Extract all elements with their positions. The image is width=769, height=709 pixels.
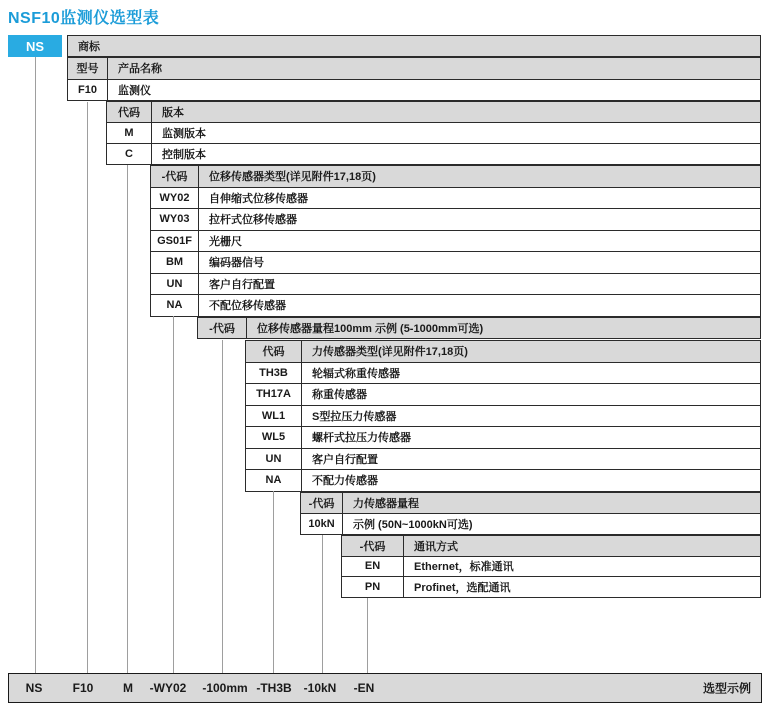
code-cell: WY02 xyxy=(151,188,199,209)
summary-code: -TH3B xyxy=(256,681,292,695)
desc-cell: 力传感器类型(详见附件17,18页) xyxy=(312,346,468,359)
table-row xyxy=(68,36,760,56)
code-cell: -代码 xyxy=(301,493,343,513)
summary-bar xyxy=(8,673,762,703)
table-row xyxy=(68,79,760,101)
table-communication xyxy=(341,535,761,598)
summary-code: -WY02 xyxy=(149,681,187,695)
code-cell: C xyxy=(107,144,152,164)
desc-cell: 版本 xyxy=(162,107,184,119)
desc-cell: 编码器信号 xyxy=(209,257,264,270)
table-row xyxy=(246,448,760,470)
code-cell: 型号 xyxy=(68,58,108,79)
connector-line xyxy=(35,57,36,673)
desc-cell: Ethernet，标准通讯 xyxy=(414,561,514,574)
table-header-row xyxy=(68,58,760,79)
desc-cell: 自伸缩式位移传感器 xyxy=(209,192,308,205)
table-row xyxy=(342,576,760,597)
code-cell: 代码 xyxy=(107,102,152,122)
table-row xyxy=(151,208,760,230)
desc-cell: 监测仪 xyxy=(118,84,151,97)
code-cell: TH17A xyxy=(246,384,302,405)
desc-cell: 通讯方式 xyxy=(414,540,458,553)
brand-code-box: NS xyxy=(8,35,62,57)
desc-cell: 拉杆式位移传感器 xyxy=(209,214,297,227)
desc-cell: S型拉压力传感器 xyxy=(312,410,397,423)
table-header-row xyxy=(246,341,760,362)
summary-code: -10kN xyxy=(303,681,337,695)
page-title: NSF10监测仪选型表 xyxy=(8,10,160,27)
desc-cell: 轮辐式称重传感器 xyxy=(312,367,400,380)
table-row xyxy=(246,362,760,384)
desc-cell: 监测版本 xyxy=(162,128,206,140)
desc-cell: 不配位移传感器 xyxy=(209,300,286,313)
code-cell: NA xyxy=(151,295,199,316)
desc-cell: 产品名称 xyxy=(118,63,162,76)
table-version xyxy=(106,101,761,165)
table-row xyxy=(151,273,760,295)
table-force-type xyxy=(245,340,761,492)
table-row xyxy=(301,513,760,534)
table-row xyxy=(246,469,760,491)
table-row xyxy=(151,251,760,273)
code-cell: UN xyxy=(151,274,199,295)
desc-cell: 示例 (50N~1000kN可选) xyxy=(353,519,473,531)
summary-code: F10 xyxy=(72,681,94,695)
desc-cell: 螺杆式拉压力传感器 xyxy=(312,432,411,445)
table-header-row xyxy=(151,166,760,187)
table-header-row xyxy=(301,493,760,513)
code-cell: M xyxy=(107,123,152,143)
code-cell: EN xyxy=(342,557,404,577)
connector-line xyxy=(322,535,323,673)
code-cell: PN xyxy=(342,577,404,597)
table-displacement-type xyxy=(150,165,761,317)
code-cell: F10 xyxy=(68,80,108,101)
desc-cell: 位移传感器类型(详见附件17,18页) xyxy=(209,171,376,184)
table-row xyxy=(107,122,760,143)
connector-line xyxy=(367,598,368,673)
table-row xyxy=(246,405,760,427)
table-row xyxy=(246,383,760,405)
table-row xyxy=(246,426,760,448)
table-row xyxy=(151,230,760,252)
desc-cell: 控制版本 xyxy=(162,149,206,161)
table-row xyxy=(151,187,760,209)
desc-cell: 商标 xyxy=(78,41,100,53)
table-force-range xyxy=(300,492,761,535)
summary-code: -EN xyxy=(353,681,375,695)
code-cell: WL5 xyxy=(246,427,302,448)
code-cell: NA xyxy=(246,470,302,491)
table-header-row xyxy=(107,102,760,122)
desc-cell: 位移传感器量程100mm 示例 (5-1000mm可选) xyxy=(257,323,484,335)
desc-cell: 客户自行配置 xyxy=(312,453,378,466)
desc-cell: 光栅尺 xyxy=(209,235,242,248)
code-cell: BM xyxy=(151,252,199,273)
table-row xyxy=(151,294,760,316)
code-cell: WY03 xyxy=(151,209,199,230)
table-row xyxy=(198,318,760,338)
code-cell: -代码 xyxy=(198,318,247,338)
code-cell: WL1 xyxy=(246,406,302,427)
table-brand xyxy=(67,35,761,57)
connector-line xyxy=(87,102,88,673)
summary-code: M xyxy=(123,681,133,695)
code-cell: GS01F xyxy=(151,231,199,252)
desc-cell: 称重传感器 xyxy=(312,389,367,402)
connector-line xyxy=(273,491,274,673)
code-cell: 10kN xyxy=(301,514,343,534)
desc-cell: Profinet，选配通讯 xyxy=(414,581,511,594)
code-cell: -代码 xyxy=(342,536,404,556)
table-displacement-range xyxy=(197,317,761,339)
table-model xyxy=(67,57,761,101)
desc-cell: 客户自行配置 xyxy=(209,278,275,291)
code-cell: 代码 xyxy=(246,341,302,362)
connector-line xyxy=(222,340,223,673)
table-row xyxy=(107,143,760,164)
desc-cell: 力传感器量程 xyxy=(353,498,419,510)
code-cell: TH3B xyxy=(246,363,302,384)
summary-code: -100mm xyxy=(202,681,248,695)
connector-line xyxy=(173,316,174,673)
code-cell: -代码 xyxy=(151,166,199,187)
code-cell: UN xyxy=(246,449,302,470)
selection-example-label: 选型示例 xyxy=(702,681,751,696)
table-row xyxy=(342,556,760,577)
table-header-row xyxy=(342,536,760,556)
desc-cell: 不配力传感器 xyxy=(312,475,378,488)
summary-code: NS xyxy=(25,681,43,695)
connector-line xyxy=(127,165,128,673)
